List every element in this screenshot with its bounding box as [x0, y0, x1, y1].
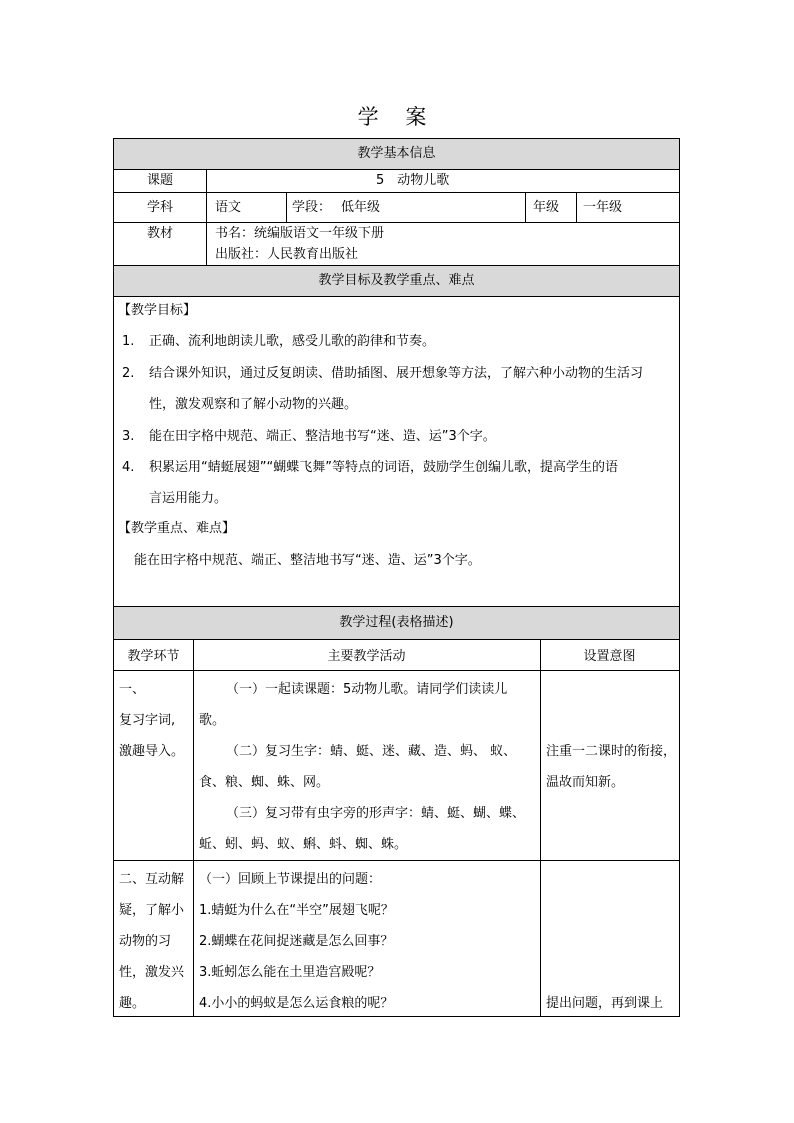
- activity-text: 食、粮、蜘、蛛、网。: [199, 775, 330, 790]
- activity-text: 1.蜻蜓为什么在“半空”展翅飞呢？: [199, 903, 394, 918]
- basic-info-header: 教学基本信息: [357, 146, 436, 161]
- goal-text: 结合课外知识，通过反复朗读、借助插图、展开想象等方法，了解六种小动物的生活习: [149, 366, 644, 381]
- goals-heading: 【教学目标】: [118, 303, 197, 318]
- activity-text: （三）复习带有虫字旁的形声字：蜻、蜓、蝴、蝶、: [226, 806, 526, 821]
- activity-text: 2.蝴蝶在花间捉迷藏是怎么回事？: [199, 934, 394, 949]
- activity-text: 3.蚯蚓怎么能在土里造宫殿呢？: [199, 965, 381, 980]
- stage-label: 学段：: [292, 200, 332, 215]
- stage-text: 趣。: [119, 996, 146, 1011]
- stage-value: 低年级: [341, 200, 381, 215]
- grade-value: 一年级: [583, 200, 623, 215]
- grade-label: 年级: [533, 200, 560, 215]
- goal-number: 2.: [122, 366, 135, 381]
- goals-header: 教学目标及教学重点、难点: [318, 273, 475, 288]
- stage-text: 二、互动解: [119, 872, 185, 887]
- goal-text: 积累运用“蜻蜓展翅”“蝴蝶飞舞”等特点的词语，鼓励学生创编儿歌，提高学生的语: [149, 460, 618, 475]
- activity-text: （一）回顾上节课提出的问题：: [199, 872, 382, 887]
- goal-number: 1.: [122, 334, 135, 349]
- goal-text: 言运用能力。: [149, 491, 228, 506]
- goal-text: 正确、流利地朗读儿歌，感受儿歌的韵律和节奏。: [149, 334, 436, 349]
- topic-value: 5 动物儿歌: [376, 173, 450, 188]
- goal-number: 4.: [122, 460, 135, 475]
- activity-text: （二）复习生字：蜻、蜓、迷、藏、造、蚂、 蚁、: [226, 744, 517, 759]
- document-title: 学 案: [357, 105, 437, 129]
- stage-text: 动物的习: [119, 934, 172, 949]
- col-header-intent: 设置意图: [583, 649, 636, 664]
- topic-label: 课题: [146, 173, 173, 188]
- keypoints-text: 能在田字格中规范、端正、整洁地书写“迷、造、运”3个字。: [134, 553, 481, 568]
- lesson-plan-table: [113, 138, 680, 1017]
- process-header: 教学过程(表格描述): [339, 615, 454, 630]
- intent-text: 注重一二课时的衔接，: [546, 744, 677, 759]
- subject-label: 学科: [146, 200, 173, 215]
- textbook-publisher: 出版社：人民教育出版社: [215, 247, 359, 262]
- col-header-activity: 主要教学活动: [327, 649, 406, 664]
- goal-text: 性，激发观察和了解小动物的兴趣。: [149, 397, 358, 412]
- keypoints-heading: 【教学重点、难点】: [118, 521, 236, 536]
- subject-value: 语文: [215, 200, 242, 215]
- col-header-stage: 教学环节: [127, 649, 180, 664]
- stage-text: 激趣导入。: [119, 744, 185, 759]
- stage-text: 性，激发兴: [119, 965, 185, 980]
- activity-text: （一）一起读课题：5动物儿歌。请同学们读读儿: [226, 682, 508, 697]
- activity-text: 歌。: [199, 713, 226, 728]
- goal-number: 3.: [122, 429, 135, 444]
- intent-text: 提出问题，再到课上: [546, 996, 664, 1011]
- textbook-label: 教材: [146, 226, 173, 241]
- activity-text: 4.小小的蚂蚁是怎么运食粮的呢？: [199, 996, 394, 1011]
- textbook-name: 书名：统编版语文一年级下册: [215, 226, 385, 241]
- activity-text: 蚯、蚓、蚂、蚁、蝌、蚪、蜘、蛛。: [199, 837, 408, 852]
- stage-text: 复习字词,: [119, 713, 176, 728]
- stage-text: 一、: [119, 682, 146, 697]
- goal-text: 能在田字格中规范、端正、整洁地书写“迷、造、运”3个字。: [149, 429, 496, 444]
- stage-text: 疑，了解小: [119, 903, 185, 918]
- intent-text: 温故而知新。: [546, 775, 625, 790]
